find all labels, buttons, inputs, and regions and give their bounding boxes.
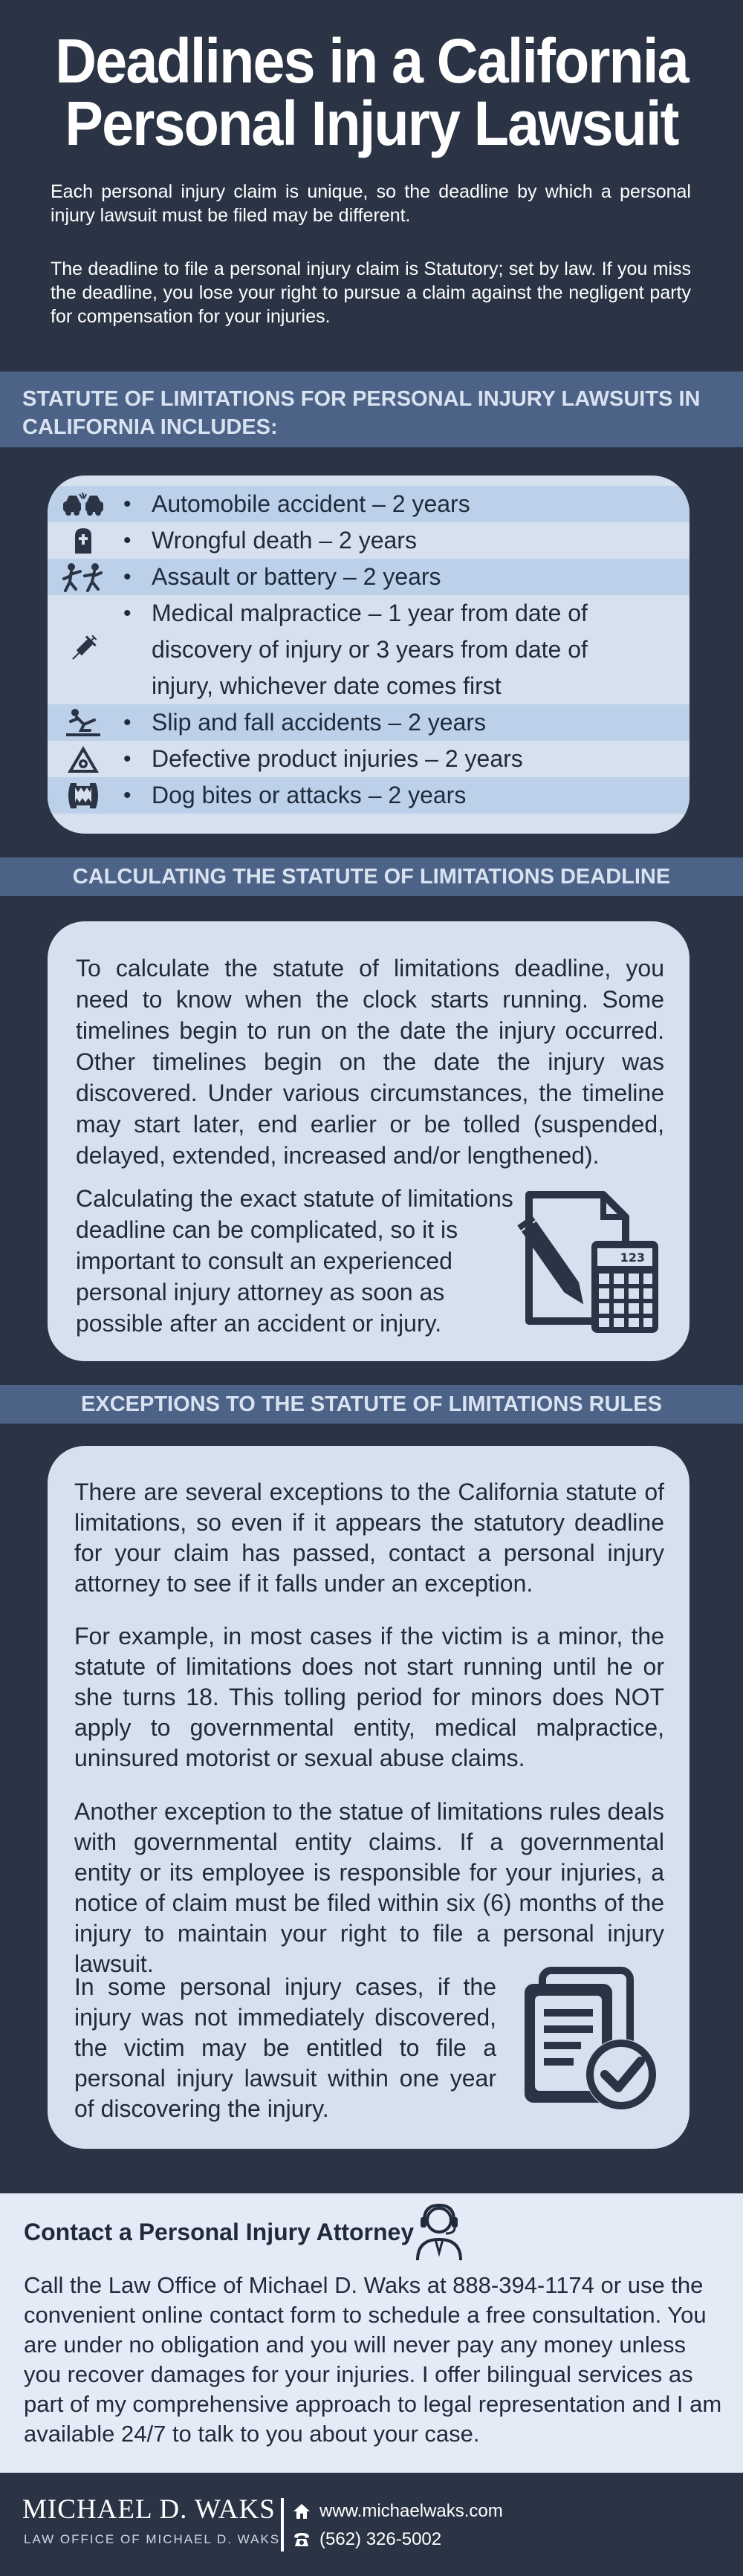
website-link[interactable] [293, 2501, 503, 2522]
statute-item-defective-product: Defective product injuries – 2 years [152, 745, 523, 772]
contact-section [0, 2193, 743, 2473]
dog-bite-icon [61, 779, 106, 812]
home-icon [293, 2503, 311, 2520]
intro-paragraph-2: The deadline to file a personal injury claim is Statutory; set by law. If you miss the deadline, you lose your right to pursue a claim against the negligent party for compensation for your injuries. [51, 259, 691, 327]
assault-icon [61, 561, 106, 594]
statute-item-dog-bite: Dog bites or attacks – 2 years [152, 782, 467, 808]
statute-item-medical-line-1: Medical malpractice – 1 year from date of [152, 600, 588, 626]
exceptions-paragraph-1: There are several exceptions to the California statute of limitations, so even if it appears the statutory deadline for your claim has passed, contact a personal injury attorney to see if it falls under an exception. [74, 1479, 664, 1597]
list-item [48, 777, 690, 814]
phone-link[interactable] [293, 2529, 441, 2550]
exceptions-paragraph-4: In some personal injury cases, if the injury was not immediately discovered, the victim may be entitled to file a personal injury lawsuit within one year of discovering the injury. [74, 1973, 496, 2122]
footer [0, 2473, 743, 2576]
firm-logo-subtitle: LAW OFFICE OF MICHAEL D. WAKS [24, 2532, 281, 2546]
list-item [48, 595, 690, 704]
statute-item-wrongful-death: Wrongful death – 2 years [152, 527, 417, 554]
statute-item-automobile: Automobile accident – 2 years [152, 490, 470, 517]
warning-product-icon [61, 743, 106, 776]
title-line-2: Personal Injury Lawsuit [65, 88, 678, 158]
car-accident-icon [61, 488, 106, 521]
statute-item-slip-fall: Slip and fall accidents – 2 years [152, 709, 487, 736]
statute-item-medical-line-2: discovery of injury or 3 years from date of [152, 636, 588, 663]
firm-logo-name: MICHAEL D. WAKS [22, 2494, 276, 2525]
bullet: • [123, 565, 132, 589]
statute-item-medical-line-3: injury, whichever date comes first [152, 672, 502, 699]
calculating-paragraph-1: To calculate the statute of limitations deadline, you need to know when the clock starts running. Some timelines begin to run on the date the injury occurred. Other timelines begin on the date the injury was discovered. Under various circumstances, the timeline may start later, end earlier or be tolled (suspended, delayed, extended, increased and/or lengthened). [76, 955, 664, 1169]
bullet: • [123, 747, 132, 771]
exceptions-paragraph-3: Another exception to the statue of limitations rules deals with governmental entity claims. If a governmental entity or its employee is responsible for your injuries, a notice of claim must be filed within six (6) months of the injury to maintain your right to file a personal injury lawsuit. [74, 1798, 664, 1977]
title-line-1: Deadlines in a California [55, 26, 688, 96]
list-item [48, 741, 690, 777]
calculator-display: 123 [620, 1250, 645, 1265]
slip-fall-icon [61, 707, 106, 739]
statute-item-assault: Assault or battery – 2 years [152, 563, 441, 590]
phone-text: (562) 326-5002 [319, 2529, 442, 2549]
contact-title: Contact a Personal Injury Attorney [24, 2219, 415, 2245]
list-item [48, 559, 690, 595]
exceptions-heading: EXCEPTIONS TO THE STATUTE OF LIMITATIONS RULES [0, 1385, 743, 1424]
contact-body: Call the Law Office of Michael D. Waks at 888-394-1174 or use the convenient online contact form to schedule a free consultation. You are under no obligation and you will never pay any money unless you recover damages for your injuries. I offer bilingual services as part of my comprehensive approach to legal representation and I am available 24/7 to talk to you about your case. [24, 2272, 722, 2447]
list-item [48, 704, 690, 741]
exceptions-paragraph-2: For example, in most cases if the victim is a minor, the statute of limitations does not start running until he or she turns 18. This tolling period for minors does NOT apply to governmental entity, medical malpractice, uninsured motorist or sexual abuse claims. [74, 1623, 664, 1771]
phone-icon [293, 2531, 311, 2548]
checklist-icon [517, 1966, 666, 2115]
list-item [48, 522, 690, 559]
exceptions-card [48, 1446, 690, 2149]
bullet: • [123, 528, 132, 553]
statute-heading: STATUTE OF LIMITATIONS FOR PERSONAL INJURY LAWSUITS IN CALIFORNIA INCLUDES: [0, 372, 743, 447]
intro-paragraph-1: Each personal injury claim is unique, so the deadline by which a personal injury lawsuit must be filed may be different. [51, 181, 691, 226]
bullet: • [123, 710, 132, 735]
calculating-paragraph-2: Calculating the exact statute of limitations deadline can be complicated, so it is important to consult an experienced personal injury attorney as soon as possible after an accident or injury. [76, 1185, 513, 1337]
statute-list-card [48, 476, 690, 834]
attorney-headset-icon [413, 2201, 465, 2262]
syringe-icon [61, 632, 106, 665]
document-calculator-icon [514, 1187, 663, 1336]
website-text: www.michaelwaks.com [319, 2501, 503, 2521]
header-section [0, 0, 743, 372]
bullet: • [123, 783, 132, 808]
calculating-heading: CALCULATING THE STATUTE OF LIMITATIONS DEADLINE [0, 857, 743, 896]
bullet: • [123, 492, 132, 516]
list-item [48, 486, 690, 522]
footer-divider [281, 2498, 284, 2551]
page-title [30, 26, 713, 158]
calculating-card [48, 921, 690, 1361]
tombstone-icon [61, 525, 106, 557]
bullet: • [123, 601, 132, 626]
